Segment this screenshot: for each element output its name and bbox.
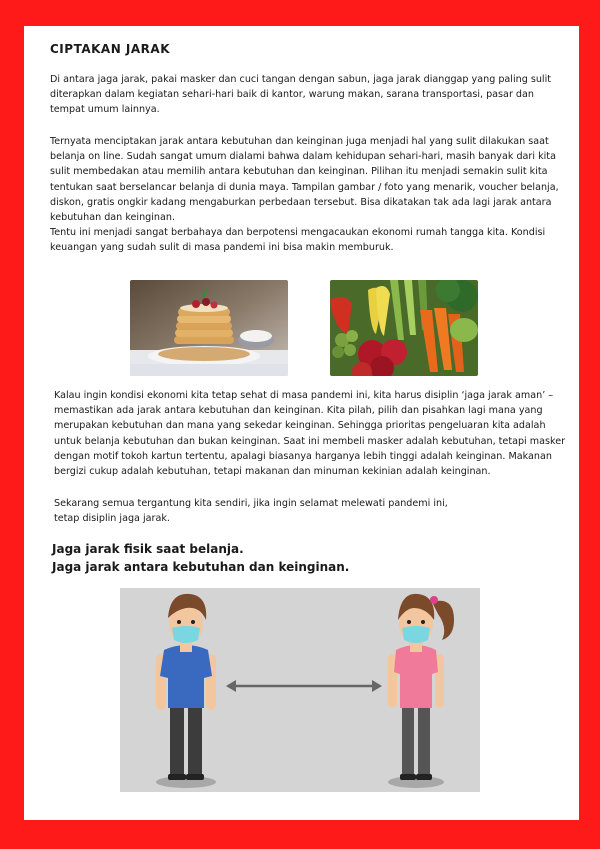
- vegetables-photo: [330, 280, 478, 376]
- paragraph-intro: Di antara jaga jarak, pakai masker dan cuci tangan dengan sabun, jaga jarak dianggap yang paling sulit diterapkan dalam kegiatan sehari-hari baik di kantor, warung makan, sarana transportasi, pasar dan tempat umum lainnya.: [50, 74, 552, 116]
- highlight-message: [52, 540, 567, 576]
- paragraph-online-shopping: [50, 134, 565, 256]
- paragraph-closing: [54, 496, 569, 526]
- paragraph-closing-line1: Sekarang semua tergantung kita sendiri, jika ingin selamat melewati pandemi ini,: [54, 498, 448, 509]
- social-distancing-illustration: [120, 588, 480, 792]
- article-title: CIPTAKAN JARAK: [50, 42, 170, 56]
- document-page: [24, 26, 579, 820]
- paragraph-closing-line2: tetap disiplin jaga jarak.: [54, 513, 170, 525]
- paragraph-online-shopping-text: Ternyata menciptakan jarak antara kebutuhan dan keinginan juga menjadi hal yang sulit dilakukan saat belanja on line. Sudah sangat umum dialami bahwa dalam kehidupan sehari-hari, masih banyak dari kita sulit membedakan atau memilih antara kebutuhan dan keinginan. Pilihan itu menjadi semakin sulit kita tentukan saat berselancar belanja di dunia maya. Tampilan gambar / foto yang menarik, voucher belanja, diskon, gratis ongkir kadang mengaburkan perbedaan tersebut. Bisa dikatakan tak ada lagi jarak antara kebutuhan dan keinginan.: [50, 136, 559, 224]
- paragraph-danger-text: Tentu ini menjadi sangat berbahaya dan berpotensi mengacaukan ekonomi rumah tangga kita. Kondisi keuangan yang sudah sulit di masa pandemi ini bisa makin memburuk.: [50, 227, 546, 254]
- highlight-line1: Jaga jarak fisik saat belanja.: [52, 542, 244, 556]
- paragraph-needs-wants: Kalau ingin kondisi ekonomi kita tetap sehat di masa pandemi ini, kita harus disiplin ‘jaga jarak aman’ – memastikan ada jarak antara kebutuhan dan keinginan. Kita pilah, pilih dan pisahkan lagi mana yang merupakan kebutuhan dan mana yang sekedar keinginan. Sehingga prioritas pengeluaran kita adalah untuk belanja kebutuhan dan bukan keinginan. Saat ini membeli masker adalah kebutuhan, tetapi masker dengan motif tokoh kartun tertentu, apalagi biasanya harganya lebih tinggi adalah keinginan. Makanan bergizi cukup adalah kebutuhan, tetapi makanan dan minuman kekinian adalah keinginan.: [54, 390, 566, 478]
- pancake-photo: [130, 280, 288, 376]
- highlight-line2: Jaga jarak antara kebutuhan dan keinginan.: [52, 560, 350, 574]
